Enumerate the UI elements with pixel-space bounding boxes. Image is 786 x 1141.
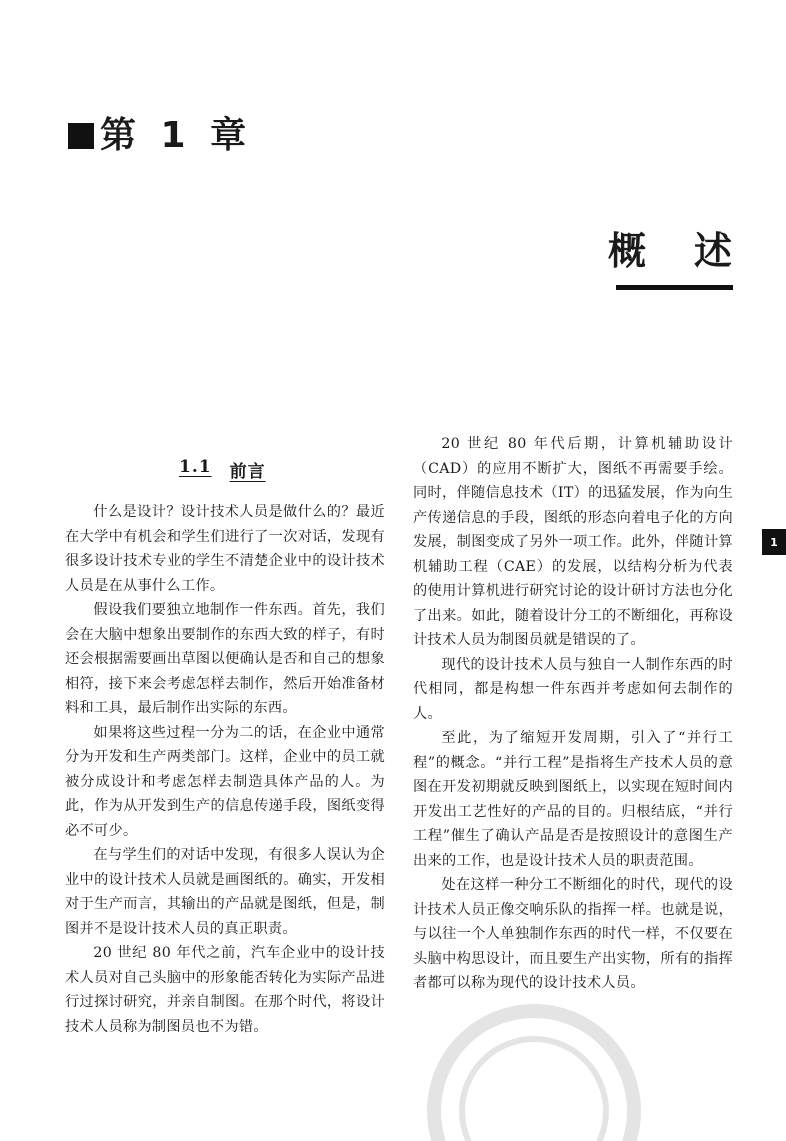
paragraph: 至此，为了缩短开发周期，引入了“并行工程”的概念。“并行工程”是指将生产技术人员的意图在开发初期就反映到图纸上，以实现在短时间内开发出工艺性好的产品的目的。归根结底，“并行工程”催生了确认产品是否是按照设计的意图生产出来的工作，也是设计技术人员的职责范围。 xyxy=(413,730,733,869)
chapter-heading xyxy=(68,115,253,156)
section-title: 前言 xyxy=(229,462,266,482)
left-column xyxy=(65,500,385,1039)
paragraph: 现代的设计技术人员与独自一人制作东西的时代相同，都是构想一件东西并考虑如何去制作的人。 xyxy=(413,656,733,722)
paragraph: 处在这样一种分工不断细化的时代，现代的设计技术人员正像交响乐队的指挥一样。也就是说，与以往一个人单独制作东西的时代一样，不仅要在头脑中构思设计，而且要生产出实物，所有的指挥者都可以称为现代的设计技术人员。 xyxy=(413,877,733,991)
watermark-logo xyxy=(424,1001,644,1141)
chapter-marker-square xyxy=(68,123,94,149)
right-column xyxy=(413,432,733,996)
paragraph: 20 世纪 80 年代之前，汽车企业中的设计技术人员对自己头脑中的形象能否转化为实际产品进行过探讨研究，并亲自制图。在那个时代，将设计技术人员称为制图员也不为错。 xyxy=(65,945,385,1035)
chapter-title: 概述 xyxy=(607,229,780,273)
paragraph: 在与学生们的对话中发现，有很多人误认为企业中的设计技术人员就是画图纸的。确实，开发相对于生产而言，其输出的产品就是图纸，但是，制图并不是设计技术人员的真正职责。 xyxy=(65,847,385,937)
chapter-label: 第 1 章 xyxy=(100,115,253,156)
paragraph: 如果将这些过程一分为二的话，在企业中通常分为开发和生产两类部门。这样，企业中的员工就被分成设计和考虑怎样去制造具体产品的人。为此，作为从开发到生产的信息传递手段，图纸变得必不可少。 xyxy=(65,724,385,839)
paragraph: 什么是设计？设计技术人员是做什么的？最近在大学中有机会和学生们进行了一次对话，发现有很多设计技术专业的学生不清楚企业中的设计技术人员是在从事什么工作。 xyxy=(65,504,385,594)
paragraph: 假设我们要独立地制作一件东西。首先，我们会在大脑中想象出要制作的东西大致的样子，有时还会根据需要画出草图以便确认是否和自己的想象相符，接下来会考虑怎样去制作，然后开始准备材料和工具，最后制作出实际的东西。 xyxy=(65,602,385,716)
section-number: 1.1 xyxy=(179,457,212,477)
paragraph: 20 世纪 80 年代后期，计算机辅助设计（CAD）的应用不断扩大，图纸不再需要手绘。同时，伴随信息技术（IT）的迅猛发展，作为向生产传递信息的手段，图纸的形态向着电子化的方向发展，制图变成了另外一项工作。此外，伴随计算机辅助工程（CAE）的发展，以结构分析为代表的使用计算机进行研究讨论的设计研讨方法也分化了出来。如此，随着设计分工的不断细化，再称设计技术人员为制图员就是错误的了。 xyxy=(413,436,733,648)
chapter-page-tab: 1 xyxy=(762,529,786,555)
section-heading xyxy=(179,457,266,482)
chapter-title-rule xyxy=(616,285,733,290)
